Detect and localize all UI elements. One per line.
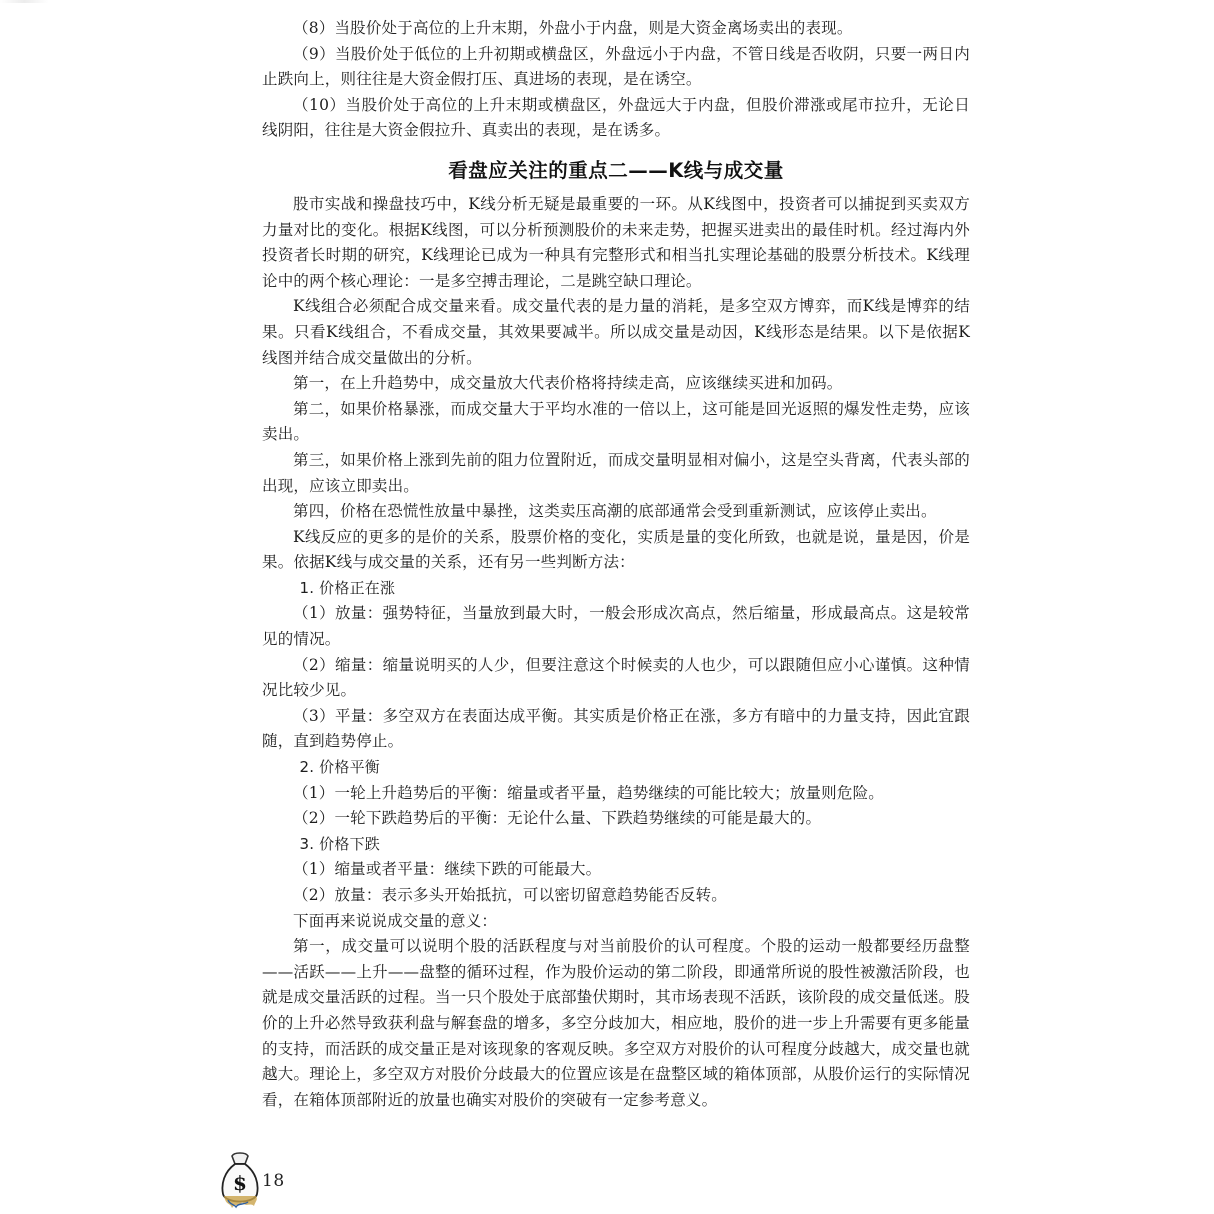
paragraph-volume-meaning-intro: 下面再来说说成交量的意义：	[293, 911, 498, 930]
list-item: （2）缩量：缩量说明买的人少，但要注意这个时候卖的人也少，可以跟随但应小心谨慎。这种情况比较少见。	[262, 655, 970, 700]
paragraph-item-10: （10）当股价处于高位的上升末期或横盘区，外盘远大于内盘，但股价滞涨或尾市拉升，无论日线阴阳，往往是大资金假拉升、真卖出的表现，是在诱多。	[262, 95, 970, 140]
subheading-price-falling: 3. 价格下跌	[299, 834, 380, 853]
list-item: （3）平量：多空双方在表面达成平衡。其实质是价格正在涨，多方有暗中的力量支持，因此宜跟随，直到趋势停止。	[262, 706, 970, 751]
page-footer	[218, 1150, 338, 1210]
list-item: （1）放量：强势特征，当量放到最大时，一般会形成次高点，然后缩量，形成最高点。这是较常见的情况。	[262, 604, 970, 649]
paragraph-point-4: 第四，价格在恐慌性放量中暴挫，这类卖压高潮的底部通常会受到重新测试，应该停止卖出。	[293, 502, 937, 521]
paragraph-price-volume: K线反应的更多的是价的关系，股票价格的变化，实质是量的变化所致，也就是说，量是因，价是果。依据K线与成交量的关系，还有另一些判断方法：	[262, 527, 970, 572]
subheading-price-rising: 1. 价格正在涨	[299, 578, 396, 597]
dollar-sign: $	[233, 1171, 247, 1195]
section-title: 看盘应关注的重点二——K线与成交量	[448, 158, 784, 182]
list-item: （1）一轮上升趋势后的平衡：缩量或者平量，趋势继续的可能比较大；放量则危险。	[293, 783, 884, 802]
paragraph-k-line-volume: K线组合必须配合成交量来看。成交量代表的是力量的消耗，是多空双方博弈，而K线是博弈的结果。只看K线组合，不看成交量，其效果要减半。所以成交量是动因，K线形态是结果。以下是依据K线图并结合成交量做出的分析。	[262, 297, 970, 367]
paragraph-k-line-intro: 股市实战和操盘技巧中，K线分析无疑是最重要的一环。从K线图中，投资者可以捕捉到买卖双方力量对比的变化。根据K线图，可以分析预测股价的未来走势，把握买进卖出的最佳时机。经过海内外投资者长时期的研究，K线理论已成为一种具有完整形式和相当扎实理论基础的股票分析技术。K线理论中的两个核心理论：一是多空搏击理论，二是跳空缺口理论。	[262, 194, 970, 290]
subheading-price-balance: 2. 价格平衡	[299, 758, 380, 777]
list-item: （1）缩量或者平量：继续下跌的可能最大。	[293, 860, 602, 879]
paragraph-point-1: 第一，在上升趋势中，成交量放大代表价格将持续走高，应该继续买进和加码。	[293, 374, 843, 393]
list-item: （2）放量：表示多头开始抵抗，可以密切留意趋势能否反转。	[293, 886, 727, 904]
paragraph-point-2: 第二，如果价格暴涨，而成交量大于平均水准的一倍以上，这可能是回光返照的爆发性走势，应该卖出。	[262, 399, 970, 444]
list-item: （2）一轮下跌趋势后的平衡：无论什么量、下跌趋势继续的可能是最大的。	[293, 809, 822, 828]
money-bag-icon	[218, 1150, 262, 1210]
book-page	[262, 16, 970, 1113]
page-number: 18	[262, 1171, 285, 1191]
top-edge-artifact	[0, 0, 1214, 3]
paragraph-point-3: 第三，如果价格上涨到先前的阻力位置附近，而成交量明显相对偏小，这是空头背离，代表头部的出现，应该立即卖出。	[262, 450, 970, 495]
paragraph-item-8: （8）当股价处于高位的上升末期，外盘小于内盘，则是大资金离场卖出的表现。	[293, 19, 853, 37]
paragraph-volume-meaning-1: 第一，成交量可以说明个股的活跃程度与对当前股价的认可程度。个股的运动一般都要经历盘整——活跃——上升——盘整的循环过程，作为股价运动的第二阶段，即通常所说的股性被激活阶段，也就是成交量活跃的过程。当一只个股处于底部蛰伏期时，其市场表现不活跃，该阶段的成交量低迷。股价的上升必然导致获利盘与解套盘的增多，多空分歧加大，相应地，股价的进一步上升需要有更多能量的支持，而活跃的成交量正是对该现象的客观反映。多空双方对股价的认可程度分歧越大，成交量也就越大。理论上，多空双方对股价分歧最大的位置应该是在盘整区域的箱体顶部，从股价运行的实际情况看，在箱体顶部附近的放量也确实对股价的突破有一定参考意义。	[262, 937, 970, 1109]
paragraph-item-9: （9）当股价处于低位的上升初期或横盘区，外盘远小于内盘，不管日线是否收阴，只要一两日内止跌向上，则往往是大资金假打压、真进场的表现，是在诱空。	[262, 44, 970, 89]
